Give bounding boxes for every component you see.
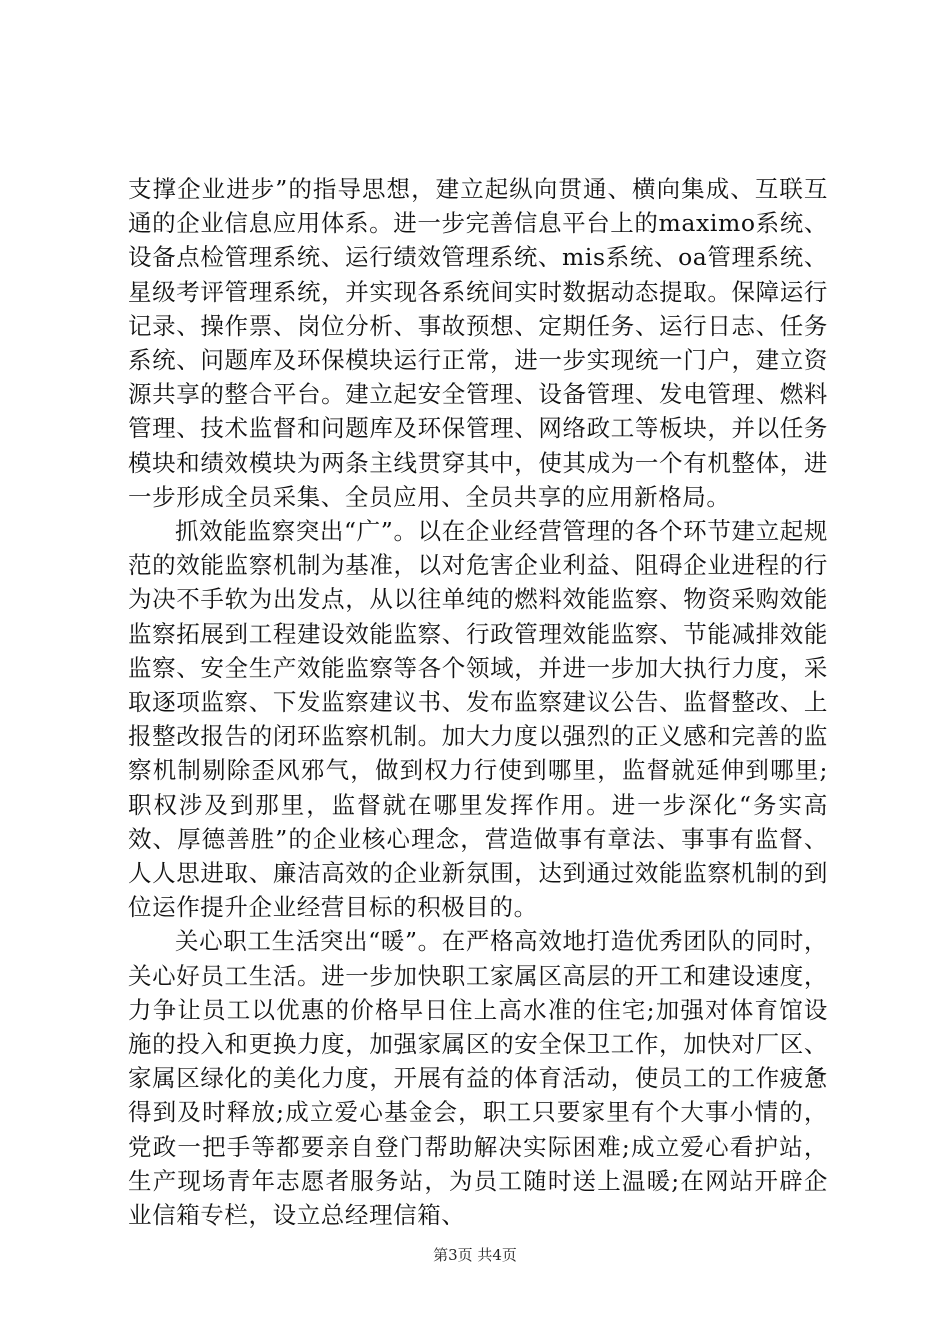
paragraph-info-system: 支撑企业进步”的指导思想，建立起纵向贯通、横向集成、互联互通的企业信息应用体系。进一步完善信息平台上的maximo系统、设备点检管理系统、运行绩效管理系统、mis系统、oa管理系统、星级考评管理系统，并实现各系统间实时数据动态提取。保障运行记录、操作票、岗位分析、事故预想、定期任务、运行日志、任务系统、问题库及环保模块运行正常，进一步实现统一门户，建立资源共享的整合平台。建立起安全管理、设备管理、发电管理、燃料管理、技术监督和问题库及环保管理、网络政工等板块，并以任务模块和绩效模块为两条主线贯穿其中，使其成为一个有机整体，进一步形成全员采集、全员应用、全员共享的应用新格局。 bbox=[128, 175, 828, 511]
document-body bbox=[128, 172, 828, 1232]
page-number-label: 第3页 共4页 bbox=[433, 1246, 517, 1264]
page-footer bbox=[0, 1245, 950, 1265]
paragraph-employee-care: 关心职工生活突出“暖”。在严格高效地打造优秀团队的同时，关心好员工生活。进一步加快职工家属区高层的开工和建设速度，力争让员工以优惠的价格早日住上高水准的住宅;加强对体育馆设施的投入和更换力度，加强家属区的安全保卫工作，加快对厂区、家属区绿化的美化力度，开展有益的体育活动，使员工的工作疲惫得到及时释放;成立爱心基金会，职工只要家里有个大事小情的，党政一把手等都要亲自登门帮助解决实际困难;成立爱心看护站，生产现场青年志愿者服务站，为员工随时送上温暖;在网站开辟企业信箱专栏，设立总经理信箱、 bbox=[128, 927, 828, 1230]
paragraph-efficiency-supervision: 抓效能监察突出“广”。以在企业经营管理的各个环节建立起规范的效能监察机制为基准，以对危害企业利益、阻碍企业进程的行为决不手软为出发点，从以往单纯的燃料效能监察、物资采购效能监察拓展到工程建设效能监察、行政管理效能监察、节能减排效能监察、安全生产效能监察等各个领域，并进一步加大执行力度，采取逐项监察、下发监察建议书、发布监察建议公告、监督整改、上报整改报告的闭环监察机制。加大力度以强烈的正义感和完善的监察机制剔除歪风邪气，做到权力行使到哪里，监督就延伸到哪里;职权涉及到那里，监督就在哪里发挥作用。进一步深化“务实高效、厚德善胜”的企业核心理念，营造做事有章法、事事有监督、人人思进取、廉洁高效的企业新氛围，达到通过效能监察机制的到位运作提升企业经营目标的积极目的。 bbox=[128, 517, 828, 922]
